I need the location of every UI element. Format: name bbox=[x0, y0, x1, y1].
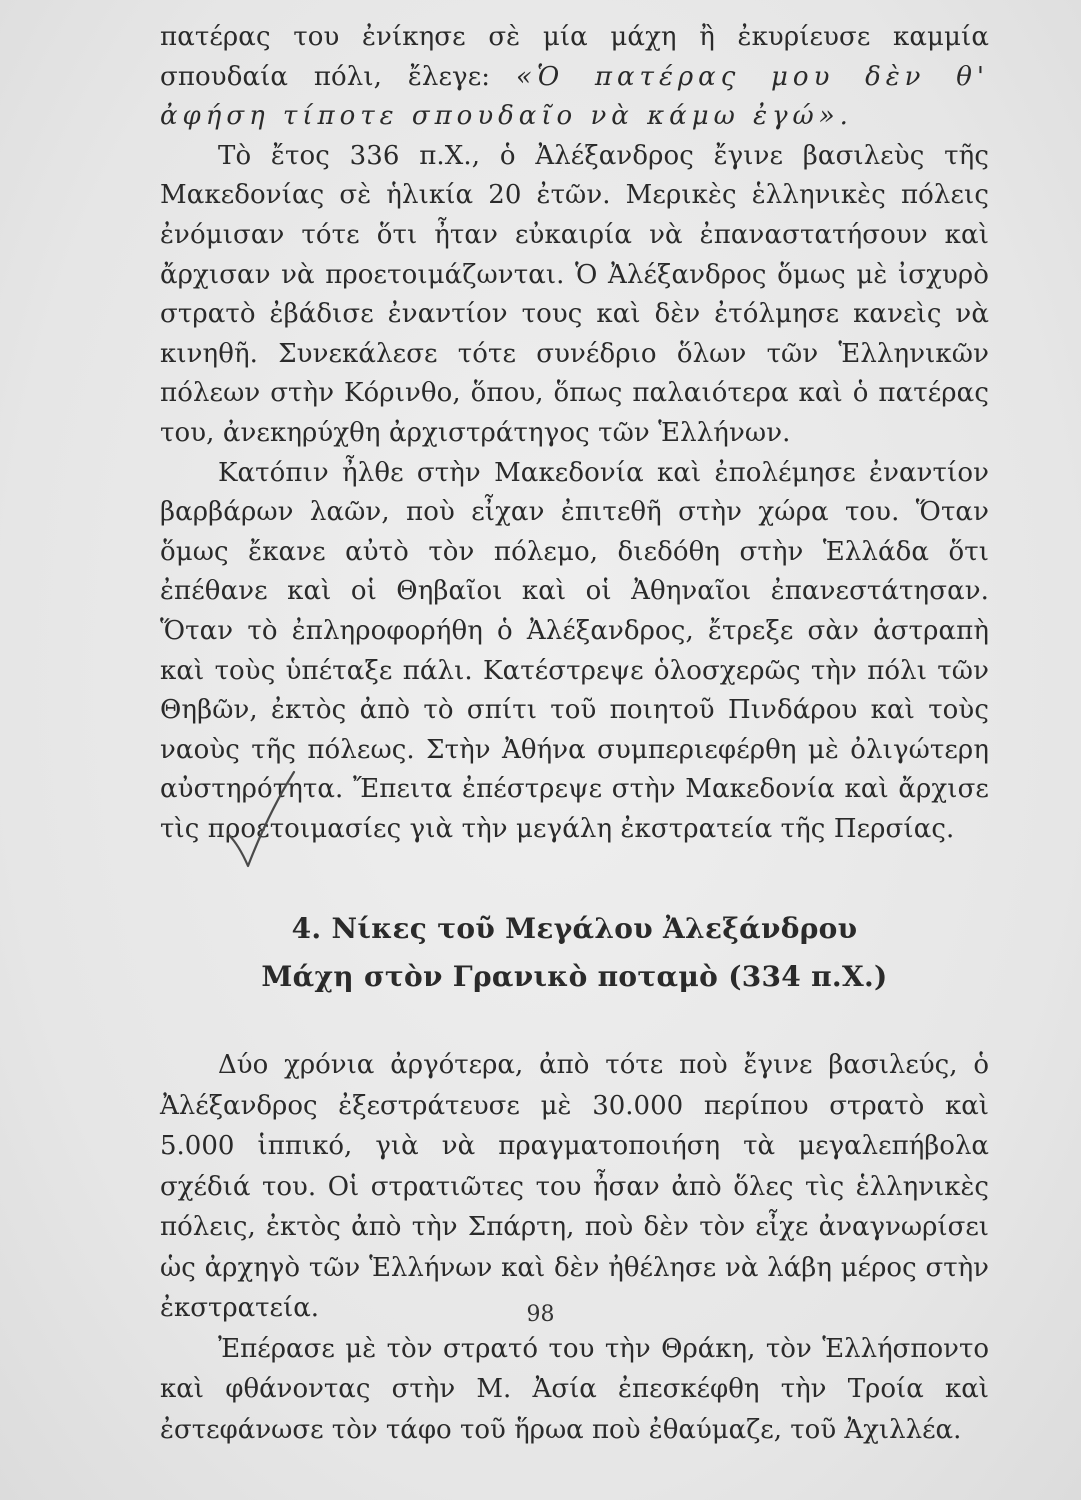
section-number: 4. bbox=[291, 912, 322, 946]
section-title-line bbox=[160, 905, 989, 953]
section-heading bbox=[160, 905, 989, 1001]
section-subtitle: Μάχη στὸν Γρανικὸ ποταμὸ (334 π.Χ.) bbox=[261, 960, 888, 994]
handwritten-check-mark-icon bbox=[224, 770, 296, 870]
paragraph-campaigns: Κατόπιν ἦλθε στὴν Μακεδονία καὶ ἐπολέμησε ἐναντίον βαρβάρων λαῶν, ποὺ εἶχαν ἐπιτεθῆ στὴν χώρα του. Ὅταν ὅμως ἔκανε αὐτὸ τὸν πόλεμο, διεδόθη στὴν Ἑλλάδα ὅτι ἐπέθανε καὶ οἱ Θηβαῖοι καὶ οἱ Ἀθηναῖοι ἐπανεστάτησαν. Ὅταν τὸ ἐπληροφορήθη ὁ Ἀλέξανδρος, ἔτρεξε σὰν ἀστραπὴ καὶ τοὺς ὑπέταξε πάλι. Κατέστρεψε ὁλοσχερῶς τὴν πόλι τῶν Θηβῶν, ἐκτὸς ἀπὸ τὸ σπίτι τοῦ ποιητοῦ Πινδάρου καὶ τοὺς ναοὺς τῆς πόλεως. Στὴν Ἀθήνα συμπεριεφέρθη μὲ ὀλιγώτερη αὐστηρότητα. Ἔπειτα ἐπέστρεψε στὴν Μακεδονία καὶ ἄρχισε τὶς προετοιμασίες γιὰ τὴν μεγάλη ἐκστρατεία τῆς Περσίας. bbox=[160, 457, 989, 844]
body-text bbox=[160, 18, 989, 849]
paragraph-troy: Ἐπέρασε μὲ τὸν στρατό του τὴν Θράκη, τὸν Ἑλλήσποντο καὶ φθάνοντας στὴν Μ. Ἀσία ἐπεσκέφθη τὴν Τροία καὶ ἐστεφάνωσε τὸν τάφο τοῦ ἥρωα ποὺ ἐθαύμαζε, τοῦ Ἀχιλλέα. bbox=[160, 1333, 989, 1445]
paragraph-expedition: Δύο χρόνια ἀργότερα, ἀπὸ τότε ποὺ ἔγινε βασιλεύς, ὁ Ἀλέξανδρος ἐξεστράτευσε μὲ 30.000 περίπου στρατὸ καὶ 5.000 ἱππικό, γιὰ νὰ πραγματοποιήση τὰ μεγαλεπήβολα σχέδιά του. Οἱ στρατιῶτες του ἦσαν ἀπὸ ὅλες τὶς ἑλληνικὲς πόλεις, ἐκτὸς ἀπὸ τὴν Σπάρτη, ποὺ δὲν τὸν εἶχε ἀναγνωρίσει ὡς ἀρχηγὸ τῶν Ἑλλήνων καὶ δὲν ἠθέλησε νὰ λάβη μέρος στὴν ἐκστρατεία. bbox=[160, 1050, 989, 1324]
paragraph-accession: Τὸ ἔτος 336 π.Χ., ὁ Ἀλέξανδρος ἔγινε βασιλεὺς τῆς Μακεδονίας σὲ ἡλικία 20 ἐτῶν. Μερικὲς ἑλληνικὲς πόλεις ἐνόμισαν τότε ὅτι ἦταν εὐκαιρία νὰ ἐπαναστατήσουν καὶ ἄρχισαν νὰ προετοιμάζωνται. Ὁ Ἀλέξανδρος ὅμως μὲ ἰσχυρὸ στρατὸ ἐβάδισε ἐναντίον τους καὶ δὲν ἐτόλμησε κανεὶς νὰ κινηθῆ. Συνεκάλεσε τότε συνέδριο ὅλων τῶν Ἑλληνικῶν πόλεων στὴν Κόρινθο, ὅπου, ὅπως παλαιότερα καὶ ὁ πατέρας του, ἀνεκηρύχθη ἀρχιστράτηγος τῶν Ἑλλήνων. bbox=[160, 140, 989, 448]
paragraph-continuation bbox=[160, 18, 989, 137]
paragraph-lead-text: πατέρας του ἐνίκησε σὲ μία μάχη ἢ ἐκυρίευσε καμμία σπουδαία πόλι, ἔλεγε: bbox=[160, 22, 989, 92]
page-number: 98 bbox=[526, 1302, 555, 1327]
section-title: Νίκες τοῦ Μεγάλου Ἀλεξάνδρου bbox=[331, 912, 858, 946]
father-quote: «Ὁ πατέρας μου δὲν θ' ἀφήση τίποτε σπουδαῖο νὰ κάμω ἐγώ». bbox=[160, 61, 990, 132]
section-text bbox=[160, 1045, 989, 1450]
